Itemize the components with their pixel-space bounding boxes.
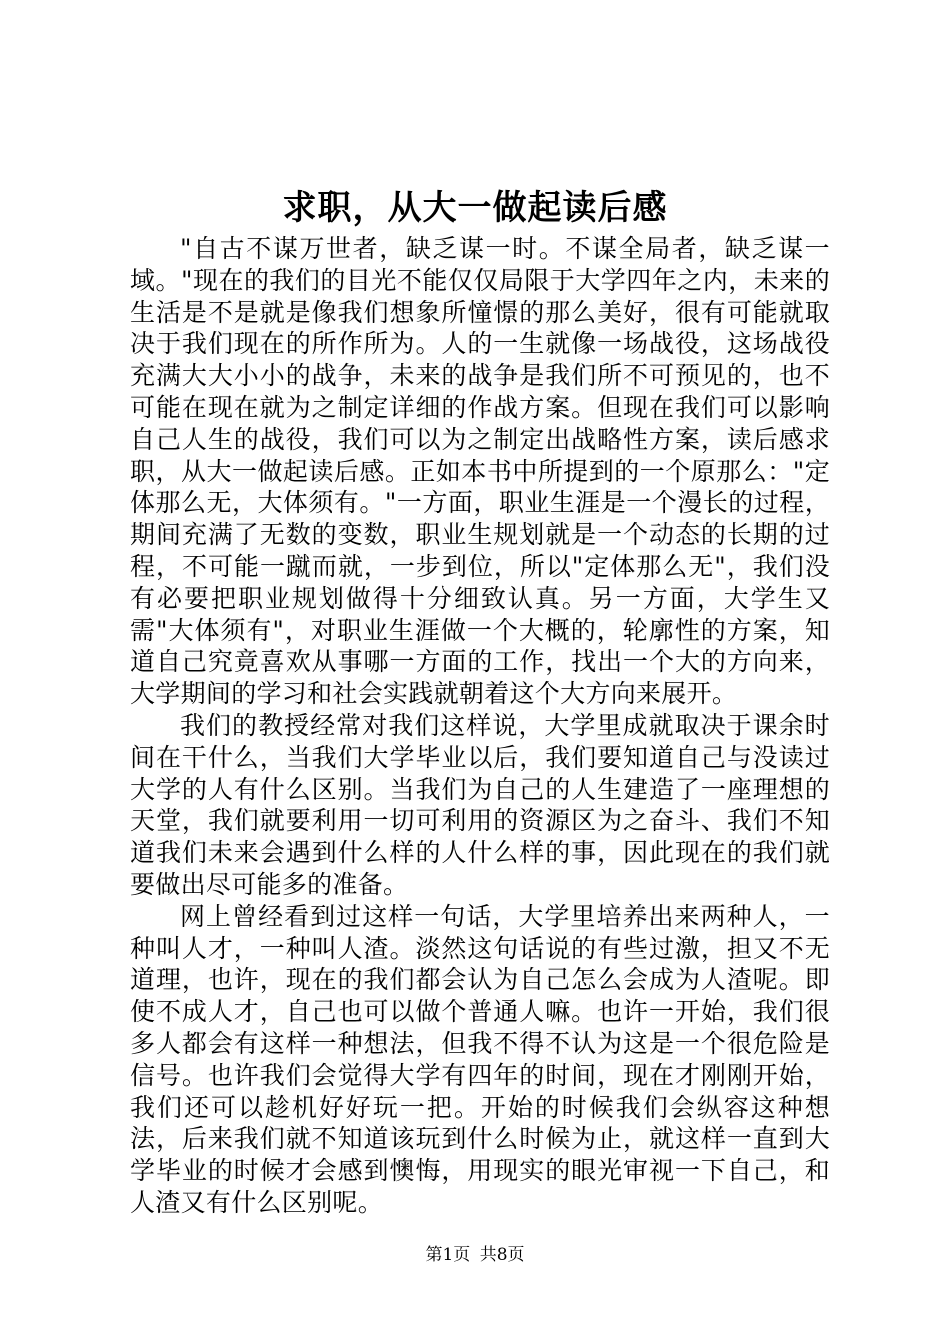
paragraph-2: 我们的教授经常对我们这样说，大学里成就取决于课余时间在干什么，当我们大学毕业以后，我们要知道自己与没读过大学的人有什么区别。当我们为自己的人生建造了一座理想的天堂，我们就要利用一切可利用的资源区为之奋斗、我们不知道我们未来会遇到什么样的人什么样的事，因此现在的我们就要做出尽可能多的准备。 [130,710,830,899]
page-footer [0,1243,950,1267]
page-number-total: 共8页 [479,1245,525,1265]
document-body [130,233,830,1219]
page-number-current: 第1页 [425,1245,471,1265]
paragraph-3: 网上曾经看到过这样一句话，大学里培养出来两种人，一种叫人才，一种叫人渣。淡然这句话说的有些过激，担又不无道理，也许，现在的我们都会认为自己怎么会成为人渣呢。即使不成人才，自己也可以做个普通人嘛。也许一开始，我们很多人都会有这样一种想法，但我不得不认为这是一个很危险是信号。也许我们会觉得大学有四年的时间，现在才刚刚开始，我们还可以趁机好好玩一把。开始的时候我们会纵容这种想法，后来我们就不知道该玩到什么时候为止，就这样一直到大学毕业的时候才会感到懊悔，用现实的眼光审视一下自己，和人渣又有什么区别呢。 [130,901,830,1217]
paragraph-1: "自古不谋万世者，缺乏谋一时。不谋全局者，缺乏谋一域。"现在的我们的目光不能仅仅局限于大学四年之内，未来的生活是不是就是像我们想象所憧憬的那么美好，很有可能就取决于我们现在的所作所为。人的一生就像一场战役，这场战役充满大大小小的战争，未来的战争是我们所不可预见的，也不可能在现在就为之制定详细的作战方案。但现在我们可以影响自己人生的战役，我们可以为之制定出战略性方案，读后感求职，从大一做起读后感。正如本书中所提到的一个原那么："定体那么无，大体须有。"一方面，职业生涯是一个漫长的过程，期间充满了无数的变数，职业生规划就是一个动态的长期的过程，不可能一蹴而就，一步到位，所以"定体那么无"，我们没有必要把职业规划做得十分细致认真。另一方面，大学生又需"大体须有"，对职业生涯做一个大概的，轮廓性的方案，知道自己究竟喜欢从事哪一方面的工作，找出一个大的方向来，大学期间的学习和社会实践就朝着这个大方向来展开。 [130,234,830,709]
document-title: 求职，从大一做起读后感 [282,188,668,228]
